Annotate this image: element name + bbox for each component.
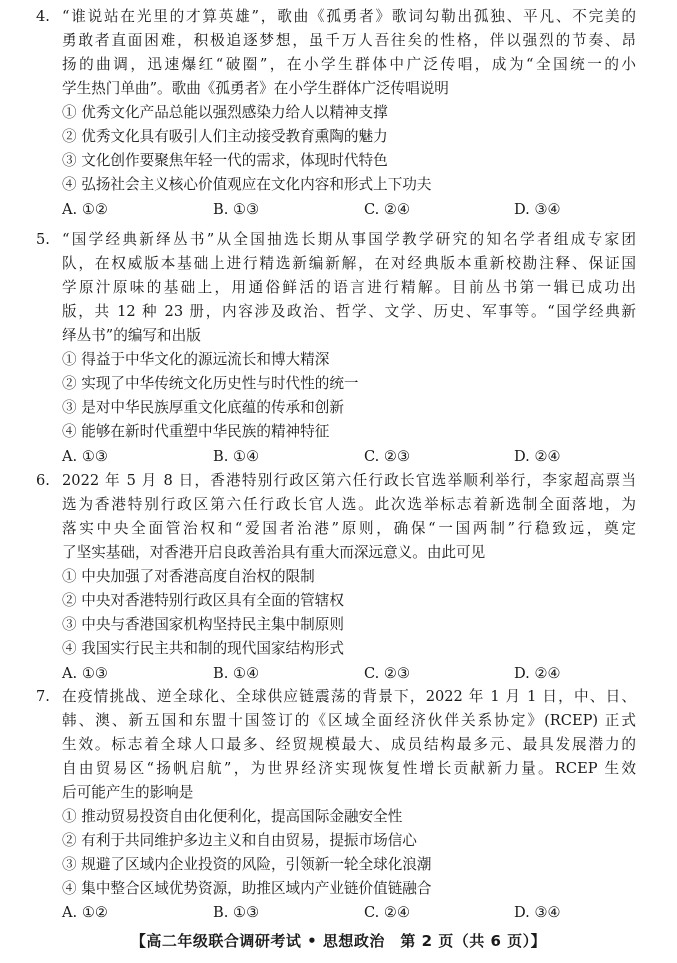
question-stem-line: “谁说站在光里的才算英雄”，歌曲《孤勇者》歌词勾勒出孤独、平凡、不完美的 (62, 8, 636, 25)
question-number: 7. (36, 688, 50, 705)
answer-c: C. ②④ (364, 904, 411, 921)
answer-b: B. ①④ (213, 448, 260, 465)
option-2: ② 有利于共同维护多边主义和自由贸易，提振市场信心 (62, 832, 417, 849)
question-number: 6. (36, 472, 50, 489)
question-stem-line: 在疫情挑战、逆全球化、全球供应链震荡的背景下，2022 年 1 月 1 日，中、日、 (62, 688, 636, 705)
question-number: 4. (36, 8, 50, 25)
answer-b: B. ①③ (213, 904, 260, 921)
option-4: ④ 我国实行民主共和制的现代国家结构形式 (62, 640, 344, 657)
answer-c: C. ②③ (364, 448, 411, 465)
answer-choices (62, 902, 622, 924)
option-1: ① 推动贸易投资自由化便利化，提高国际金融安全性 (62, 808, 403, 825)
option-3: ③ 文化创作要聚焦年轻一代的需求，体现时代特色 (62, 152, 388, 169)
question-stem-line: 扬的曲调，迅速爆红“破圈”，在小学生群体中广泛传唱，成为“全国统一的小 (62, 56, 636, 73)
page-footer: 【高二年级联合调研考试 • 思想政治 第 2 页（共 6 页）】 (130, 932, 547, 950)
question-stem-line: 后可能产生的影响是 (62, 784, 194, 801)
answer-choices (62, 199, 622, 221)
question-stem-line: 勇敢者直面困难，积极追逐梦想，虽千万人吾往矣的性格，伴以强烈的节奏、昂 (62, 32, 636, 49)
option-2: ② 优秀文化具有吸引人们主动接受教育熏陶的魅力 (62, 128, 388, 145)
option-1: ① 优秀文化产品总能以强烈感染力给人以精神支撑 (62, 104, 388, 121)
answer-b: B. ①④ (213, 665, 260, 682)
answer-choices (62, 446, 622, 468)
answer-a: A. ①② (62, 904, 108, 921)
question-stem-line: 生效。标志着全球人口最多、经贸规模最大、成员结构最多元、最具发展潜力的 (62, 736, 636, 753)
option-3: ③ 是对中华民族厚重文化底蕴的传承和创新 (62, 399, 344, 416)
question-stem-line: 绎丛书”的编写和出版 (62, 327, 201, 344)
question-stem-line: 落实中央全面管治权和“爱国者治港”原则，确保“一国两制”行稳致远，奠定 (62, 520, 636, 537)
option-4: ④ 能够在新时代重塑中华民族的精神特征 (62, 423, 330, 440)
answer-a: A. ①③ (62, 448, 108, 465)
question-stem-line: 选为香港特别行政区第六任行政长官人选。此次选举标志着新选制全面落地，为 (62, 496, 636, 513)
option-1: ① 得益于中华文化的源远流长和博大精深 (62, 351, 330, 368)
question-stem-line: 版，共 12 种 23 册，内容涉及政治、哲学、文学、历史、军事等。“国学经典新 (62, 303, 636, 320)
answer-a: A. ①③ (62, 665, 108, 682)
question-stem-line: 队，在权威版本基础上进行精选新编新解，在对经典版本重新校勘注释、保证国 (62, 255, 636, 272)
question-stem-line: 韩、澳、新五国和东盟十国签订的《区域全面经济伙伴关系协定》(RCEP) 正式 (62, 712, 636, 729)
option-4: ④ 集中整合区域优势资源，助推区域内产业链价值链融合 (62, 880, 432, 897)
option-1: ① 中央加强了对香港高度自治权的限制 (62, 568, 315, 585)
answer-c: C. ②④ (364, 201, 411, 218)
question-stem-line: 了坚实基础，对香港开启良政善治具有重大而深远意义。由此可见 (62, 544, 486, 561)
answer-d: D. ②④ (514, 448, 561, 465)
answer-choices (62, 663, 622, 685)
question-stem-line: 学原汁原味的基础上，用通俗鲜活的语言进行精解。目前丛书第一辑已成功出 (62, 279, 636, 296)
option-2: ② 中央对香港特别行政区具有全面的管辖权 (62, 592, 344, 609)
answer-b: B. ①③ (213, 201, 260, 218)
answer-c: C. ②③ (364, 665, 411, 682)
answer-d: D. ③④ (514, 201, 561, 218)
question-stem-line: 2022 年 5 月 8 日，香港特别行政区第六任行政长官选举顺利举行，李家超高票当 (62, 472, 636, 489)
answer-d: D. ③④ (514, 904, 561, 921)
question-number: 5. (36, 231, 50, 248)
option-4: ④ 弘扬社会主义核心价值观应在文化内容和形式上下功夫 (62, 176, 432, 193)
question-stem-line: “国学经典新绎丛书”从全国抽选长期从事国学教学研究的知名学者组成专家团 (62, 231, 636, 248)
option-3: ③ 规避了区域内企业投资的风险，引领新一轮全球化浪潮 (62, 856, 432, 873)
option-2: ② 实现了中华传统文化历史性与时代性的统一 (62, 375, 359, 392)
question-stem-line: 自由贸易区“扬帆启航”，为世界经济实现恢复性增长贡献新力量。RCEP 生效 (62, 760, 636, 777)
option-3: ③ 中央与香港国家机构坚持民主集中制原则 (62, 616, 344, 633)
answer-a: A. ①② (62, 201, 108, 218)
answer-d: D. ②④ (514, 665, 561, 682)
question-stem-line: 学生热门单曲”。歌曲《孤勇者》在小学生群体广泛传唱说明 (62, 80, 449, 97)
